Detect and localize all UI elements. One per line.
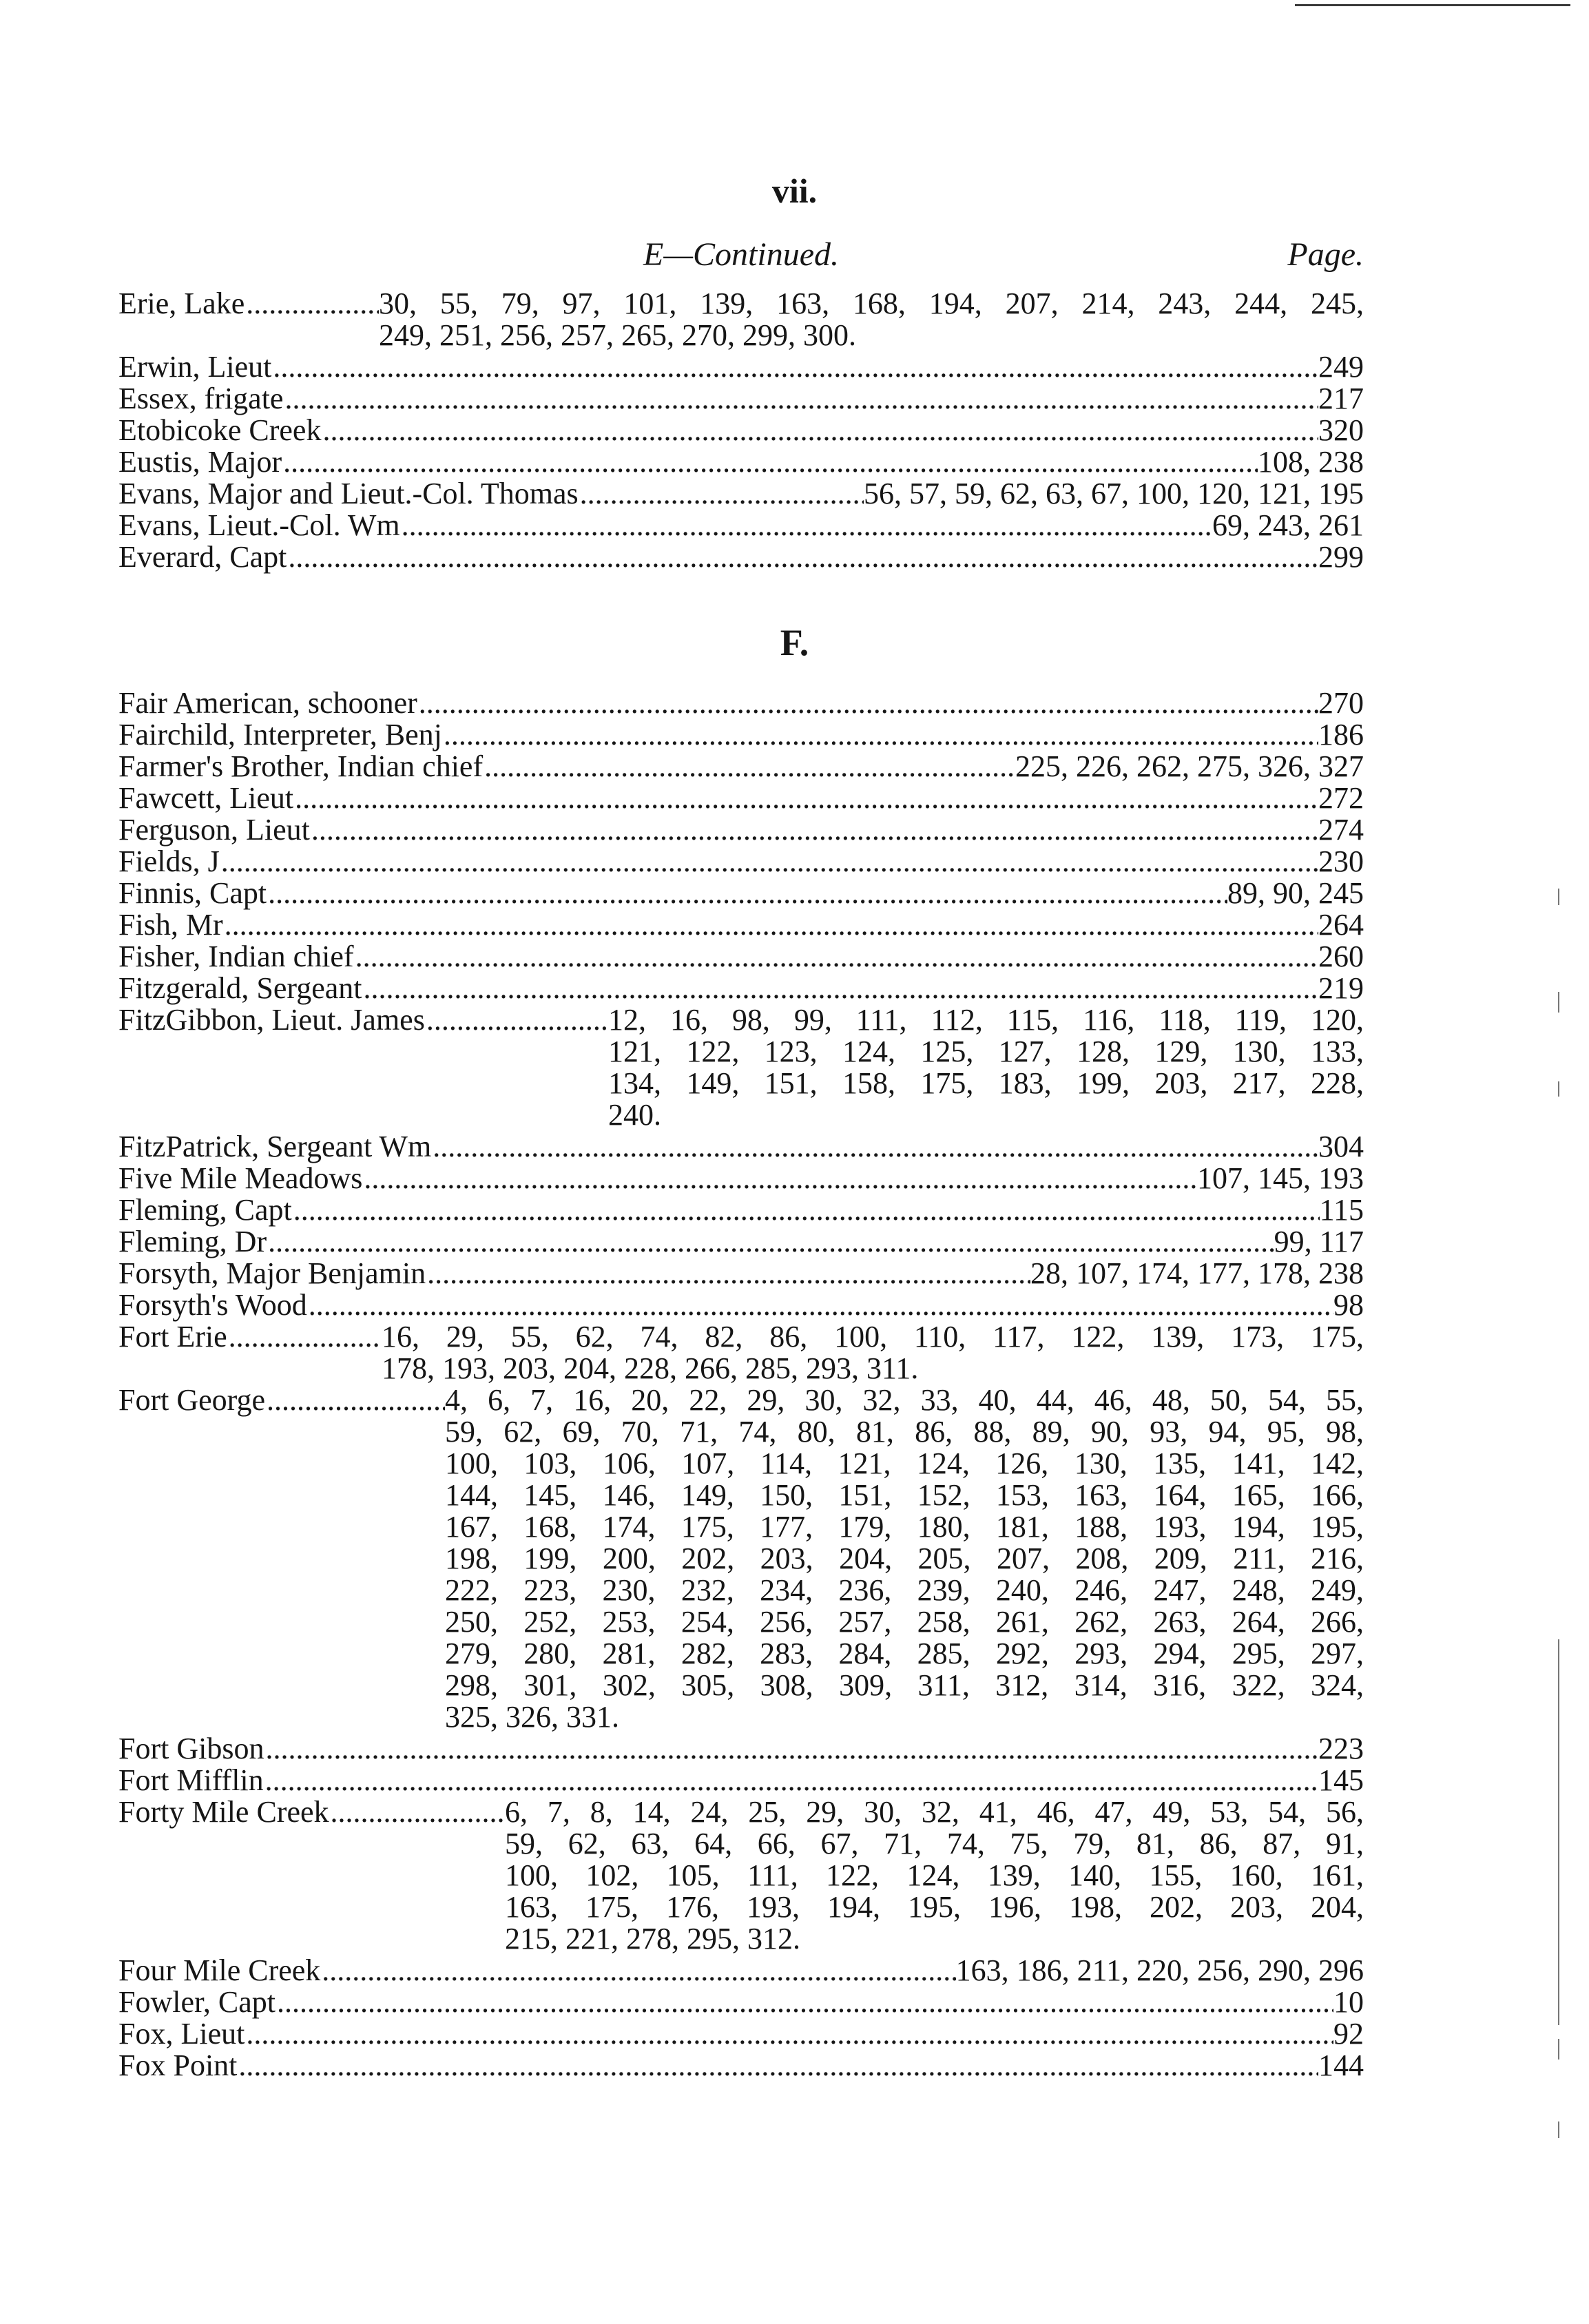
index-entry [118, 1765, 1364, 1796]
entry-continuation-line: 198, 199, 200, 202, 203, 204, 205, 207, 208, 209, 211, 216, [445, 1542, 1364, 1575]
entry-name: Fish, Mr [118, 908, 223, 942]
entry-name: Fort George [118, 1383, 266, 1417]
entry-name: Ferguson, Lieut [118, 813, 310, 847]
index-entry-first-line [118, 383, 1364, 415]
entry-pages: 12, 16, 98, 99, 111, 112, 115, 116, 118, 119, 120, [608, 1003, 1364, 1037]
dot-leader [579, 478, 864, 510]
entry-name: Fort Mifflin [118, 1763, 264, 1797]
index-entry-first-line [118, 1384, 1364, 1416]
dot-leader [310, 814, 1318, 846]
dot-leader [417, 687, 1318, 719]
index-entry [118, 846, 1364, 878]
entry-pages: 249 [1318, 350, 1364, 384]
index-entry-first-line [118, 288, 1364, 320]
index-entry-first-line [118, 973, 1364, 1004]
index-entry-first-line [118, 941, 1364, 973]
entry-pages: 217 [1318, 382, 1364, 415]
entry-name: Erie, Lake [118, 287, 245, 320]
entry-name: Fields, J [118, 844, 220, 878]
index-entry [118, 687, 1364, 719]
page-number: vii. [771, 172, 818, 210]
dot-leader [220, 846, 1318, 878]
entry-name: Essex, frigate [118, 382, 284, 415]
dot-leader [282, 446, 1258, 478]
index-entry-first-line [118, 909, 1364, 941]
index-entry [118, 351, 1364, 383]
index-entry-first-line [118, 1955, 1364, 1986]
index-entry-first-line [118, 782, 1364, 814]
dot-leader [354, 941, 1318, 973]
entry-pages: 115 [1319, 1193, 1364, 1227]
entry-name: Fleming, Dr [118, 1225, 267, 1258]
index-entry-first-line [118, 510, 1364, 541]
dot-leader [267, 1226, 1274, 1258]
index-section-e [118, 288, 1364, 573]
index-entry [118, 446, 1364, 478]
entry-name: Evans, Major and Lieut.-Col. Thomas [118, 477, 579, 510]
entry-continuation-line: 178, 193, 203, 204, 228, 266, 285, 293, 311. [382, 1351, 919, 1385]
entry-name: Forsyth's Wood [118, 1288, 307, 1322]
entry-pages: 225, 226, 262, 275, 326, 327 [1015, 749, 1364, 783]
index-entry-first-line [118, 814, 1364, 846]
index-entry [118, 973, 1364, 1004]
entry-pages: 320 [1318, 413, 1364, 447]
entry-continuation-line: 249, 251, 256, 257, 265, 270, 299, 300. [379, 318, 856, 352]
index-entry [118, 2018, 1364, 2050]
index-entry-first-line [118, 2050, 1364, 2082]
edge-mark [1558, 2039, 1559, 2060]
index-entry [118, 288, 1364, 351]
index-entry [118, 1194, 1364, 1226]
entry-continuation-line: 279, 280, 281, 282, 283, 284, 285, 292, 293, 294, 295, 297, [445, 1637, 1364, 1670]
entry-pages: 6, 7, 8, 14, 24, 25, 29, 30, 32, 41, 46, 47, 49, 53, 54, 56, [505, 1795, 1364, 1829]
index-entry [118, 1226, 1364, 1258]
dot-leader [237, 2050, 1318, 2082]
section-continued-heading: E—Continued. [643, 236, 839, 273]
dot-leader [362, 1163, 1197, 1194]
dot-leader [283, 383, 1318, 415]
entry-name: Farmer's Brother, Indian chief [118, 749, 484, 783]
entry-pages: 56, 57, 59, 62, 63, 67, 100, 120, 121, 195 [864, 477, 1364, 510]
index-entry [118, 1131, 1364, 1163]
top-rule [1295, 4, 1570, 6]
entry-pages: 163, 186, 211, 220, 256, 290, 296 [955, 1953, 1364, 1987]
index-entry [118, 1384, 1364, 1733]
edge-mark [1558, 889, 1559, 905]
entry-name: Fitzgerald, Sergeant [118, 971, 362, 1005]
entry-name: Everard, Capt [118, 540, 287, 574]
running-head [118, 236, 1364, 284]
entry-name: Fox Point [118, 2048, 238, 2082]
dot-leader [227, 1321, 382, 1353]
dot-leader [264, 1733, 1318, 1765]
entry-name: Eustis, Major [118, 445, 282, 479]
entry-pages: 98 [1333, 1288, 1364, 1322]
index-entry [118, 1258, 1364, 1289]
index-entry-first-line [118, 541, 1364, 573]
entry-continuation-line: 215, 221, 278, 295, 312. [505, 1922, 800, 1955]
index-entry-first-line [118, 446, 1364, 478]
dot-leader [276, 1986, 1333, 2018]
entry-name: Fleming, Capt [118, 1193, 292, 1227]
index-entry-first-line [118, 1289, 1364, 1321]
dot-leader [442, 719, 1318, 751]
edge-mark [1558, 1081, 1559, 1097]
index-entry [118, 1955, 1364, 1986]
index-entry [118, 415, 1364, 446]
dot-leader [267, 878, 1227, 909]
dot-leader [483, 751, 1015, 782]
page-column-label: Page. [1287, 236, 1364, 273]
entry-pages: 186 [1318, 718, 1364, 751]
dot-leader [320, 1955, 955, 1986]
entry-pages: 219 [1318, 971, 1364, 1005]
index-entry-first-line [118, 719, 1364, 751]
entry-name: FitzPatrick, Sergeant Wm [118, 1130, 432, 1163]
entry-continuation-line: 240. [608, 1098, 661, 1132]
dot-leader [293, 782, 1318, 814]
index-entry-first-line [118, 1131, 1364, 1163]
index-entry-first-line [118, 846, 1364, 878]
entry-pages: 89, 90, 245 [1227, 876, 1364, 910]
entry-pages: 260 [1318, 940, 1364, 973]
entry-name: Fowler, Capt [118, 1985, 276, 2019]
index-entry-first-line [118, 1321, 1364, 1353]
entry-continuation-line: 163, 175, 176, 193, 194, 195, 196, 198, 202, 203, 204, [505, 1890, 1364, 1924]
entry-pages: 4, 6, 7, 16, 20, 22, 29, 30, 32, 33, 40, 44, 46, 48, 50, 54, 55, [445, 1383, 1364, 1417]
entry-name: Fairchild, Interpreter, Benj [118, 718, 442, 751]
index-entry-first-line [118, 1004, 1364, 1036]
dot-leader [245, 288, 379, 320]
entry-continuation-line: 121, 122, 123, 124, 125, 127, 128, 129, 130, 133, [608, 1035, 1364, 1068]
dot-leader [400, 510, 1212, 541]
edge-mark [1558, 992, 1559, 1013]
entry-pages: 16, 29, 55, 62, 74, 82, 86, 100, 110, 117, 122, 139, 173, 175, [382, 1320, 1364, 1353]
entry-name: Finnis, Capt [118, 876, 267, 910]
entry-pages: 30, 55, 79, 97, 101, 139, 163, 168, 194, 207, 214, 243, 244, 245, [379, 287, 1364, 320]
entry-continuation-line: 250, 252, 253, 254, 256, 257, 258, 261, 262, 263, 264, 266, [445, 1605, 1364, 1639]
index-entry-first-line [118, 1733, 1364, 1765]
index-entry [118, 814, 1364, 846]
dot-leader [321, 415, 1318, 446]
entry-pages: 270 [1318, 686, 1364, 720]
entry-name: Fair American, schooner [118, 686, 417, 720]
index-entry-first-line [118, 478, 1364, 510]
index-entry [118, 383, 1364, 415]
entry-pages: 107, 145, 193 [1197, 1161, 1364, 1195]
entry-continuation-line: 59, 62, 63, 64, 66, 67, 71, 74, 75, 79, 81, 86, 87, 91, [505, 1827, 1364, 1860]
index-entry [118, 1986, 1364, 2018]
dot-leader [362, 973, 1318, 1004]
index-entry [118, 478, 1364, 510]
index-entry [118, 510, 1364, 541]
entry-name: Fort Erie [118, 1320, 227, 1353]
entry-name: FitzGibbon, Lieut. James [118, 1003, 425, 1037]
entry-name: Fort Gibson [118, 1732, 264, 1765]
entry-continuation-line: 144, 145, 146, 149, 150, 151, 152, 153, 163, 164, 165, 166, [445, 1478, 1364, 1512]
entry-pages: 223 [1318, 1732, 1364, 1765]
index-entry [118, 1289, 1364, 1321]
dot-leader [431, 1131, 1318, 1163]
entry-name: Etobicoke Creek [118, 413, 322, 447]
index-entry-first-line [118, 1258, 1364, 1289]
edge-mark [1558, 1639, 1559, 2025]
section-letter-f: F. [780, 622, 809, 663]
dot-leader [307, 1289, 1333, 1321]
dot-leader [425, 1004, 608, 1036]
dot-leader [265, 1384, 445, 1416]
entry-name: Evans, Lieut.-Col. Wm [118, 508, 400, 542]
dot-leader [329, 1796, 505, 1828]
dot-leader [245, 2018, 1333, 2050]
entry-pages: 264 [1318, 908, 1364, 942]
entry-pages: 108, 238 [1258, 445, 1364, 479]
entry-continuation-line: 100, 102, 105, 111, 122, 124, 139, 140, 155, 160, 161, [505, 1858, 1364, 1892]
entry-pages: 145 [1318, 1763, 1364, 1797]
index-section-f [118, 687, 1364, 2082]
index-entry [118, 782, 1364, 814]
entry-continuation-line: 167, 168, 174, 175, 177, 179, 180, 181, 188, 193, 194, 195, [445, 1510, 1364, 1544]
dot-leader [264, 1765, 1318, 1796]
entry-name: Forty Mile Creek [118, 1795, 329, 1829]
entry-name: Erwin, Lieut [118, 350, 272, 384]
entry-pages: 28, 107, 174, 177, 178, 238 [1030, 1256, 1364, 1290]
entry-pages: 99, 117 [1274, 1225, 1364, 1258]
entry-name: Five Mile Meadows [118, 1161, 363, 1195]
entry-name: Fisher, Indian chief [118, 940, 354, 973]
index-entry-first-line [118, 1194, 1364, 1226]
index-entry-first-line [118, 1986, 1364, 2018]
entry-name: Fox, Lieut [118, 2017, 245, 2051]
entry-pages: 10 [1333, 1985, 1364, 2019]
entry-continuation-line: 298, 301, 302, 305, 308, 309, 311, 312, 314, 316, 322, 324, [445, 1668, 1364, 1702]
index-entry-first-line [118, 351, 1364, 383]
index-entry [118, 719, 1364, 751]
index-entry [118, 1321, 1364, 1384]
index-entry-first-line [118, 2018, 1364, 2050]
entry-pages: 299 [1318, 540, 1364, 574]
index-entry-first-line [118, 751, 1364, 782]
dot-leader [292, 1194, 1320, 1226]
edge-mark [1558, 2121, 1559, 2138]
dot-leader [223, 909, 1318, 941]
index-entry-first-line [118, 687, 1364, 719]
entry-pages: 230 [1318, 844, 1364, 878]
index-entry [118, 1163, 1364, 1194]
entry-pages: 274 [1318, 813, 1364, 847]
entry-name: Forsyth, Major Benjamin [118, 1256, 426, 1290]
entry-name: Fawcett, Lieut [118, 781, 294, 815]
index-entry-first-line [118, 1765, 1364, 1796]
entry-name: Four Mile Creek [118, 1953, 321, 1987]
index-entry-first-line [118, 415, 1364, 446]
entry-pages: 272 [1318, 781, 1364, 815]
index-entry [118, 1733, 1364, 1765]
index-entry [118, 878, 1364, 909]
entry-pages: 69, 243, 261 [1212, 508, 1364, 542]
index-entry-first-line [118, 1163, 1364, 1194]
entry-continuation-line: 100, 103, 106, 107, 114, 121, 124, 126, 130, 135, 141, 142, [445, 1446, 1364, 1480]
index-entry [118, 1796, 1364, 1955]
index-entry [118, 909, 1364, 941]
entry-continuation-line: 222, 223, 230, 232, 234, 236, 239, 240, 246, 247, 248, 249, [445, 1573, 1364, 1607]
index-entry [118, 2050, 1364, 2082]
index-entry [118, 1004, 1364, 1131]
entry-pages: 304 [1318, 1130, 1364, 1163]
entry-pages: 92 [1333, 2017, 1364, 2051]
dot-leader [287, 541, 1318, 573]
index-entry-first-line [118, 1226, 1364, 1258]
entry-continuation-line: 325, 326, 331. [445, 1700, 619, 1734]
dot-leader [271, 351, 1318, 383]
dot-leader [426, 1258, 1030, 1289]
index-entry-first-line [118, 878, 1364, 909]
entry-continuation-line: 59, 62, 69, 70, 71, 74, 80, 81, 86, 88, 89, 90, 93, 94, 95, 98, [445, 1415, 1364, 1449]
entry-pages: 144 [1318, 2048, 1364, 2082]
index-entry-first-line [118, 1796, 1364, 1828]
index-entry [118, 941, 1364, 973]
entry-continuation-line: 134, 149, 151, 158, 175, 183, 199, 203, 217, 228, [608, 1066, 1364, 1100]
index-entry [118, 751, 1364, 782]
index-entry [118, 541, 1364, 573]
